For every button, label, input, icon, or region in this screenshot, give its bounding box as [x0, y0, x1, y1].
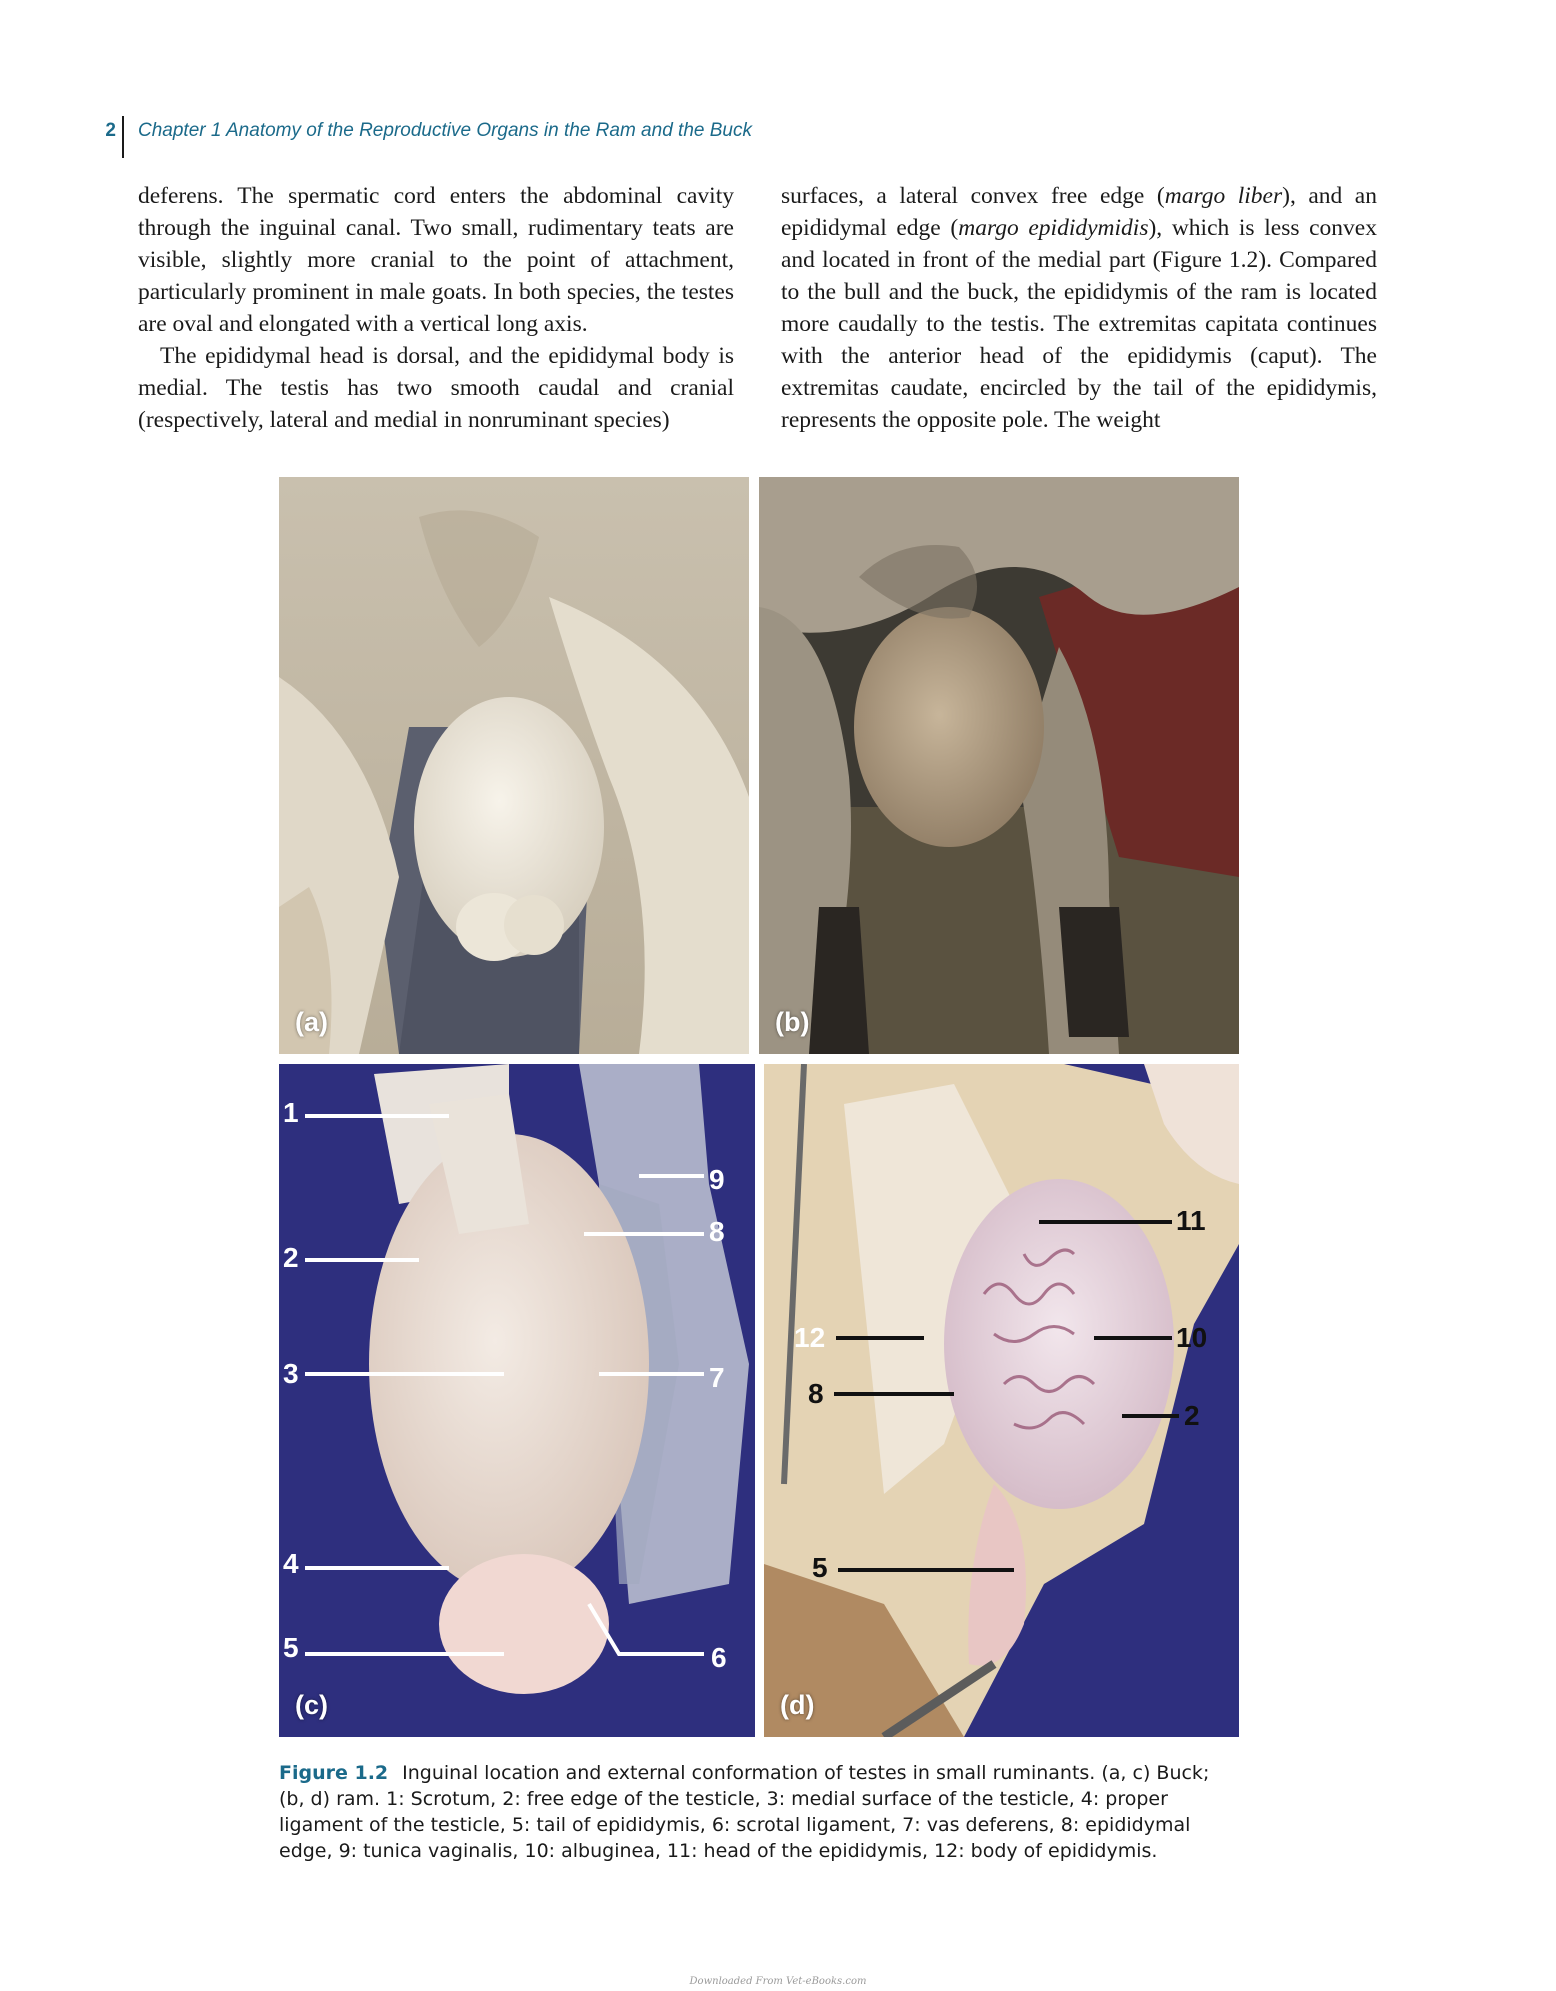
callout-4: 4 — [283, 1548, 299, 1579]
callout-7: 7 — [709, 1362, 725, 1393]
figure-panel-d — [764, 1064, 1239, 1737]
callout-2: 2 — [1184, 1400, 1200, 1431]
callout-8: 8 — [709, 1216, 725, 1247]
latin-term: margo epididymidis — [958, 215, 1149, 241]
ram-inguinal-photo — [759, 477, 1239, 1054]
callout-10: 10 — [1176, 1322, 1208, 1353]
callout-12: 12 — [794, 1322, 826, 1353]
callout-6: 6 — [711, 1642, 727, 1673]
chapter-title: Chapter 1 Anatomy of the Reproductive Organs in the Ram and the Buck — [138, 120, 752, 141]
figure-label: Figure 1.2 — [279, 1762, 389, 1784]
callout-8: 8 — [808, 1378, 824, 1409]
buck-inguinal-photo — [279, 477, 749, 1054]
paragraph — [781, 180, 1377, 436]
panel-label-b: (b) — [775, 1007, 810, 1037]
callout-3: 3 — [283, 1358, 299, 1389]
body-left-column — [138, 180, 734, 436]
panel-label-d: (d) — [780, 1690, 815, 1720]
panel-label-a: (a) — [295, 1007, 328, 1037]
figure-panel-b — [759, 477, 1239, 1054]
paragraph: deferens. The spermatic cord enters the abdominal cavity through the inguinal canal. Two small, rudimentary teats are visible, slightly more cranial to the point of attachment, particularly prominent in male goats. In both species, the testes are oval and elongated with a vertical long axis. — [138, 183, 734, 337]
figure-caption — [279, 1760, 1239, 1864]
text-segment: ), which is less convex and located in front of the medial part (Figure 1.2). Compared to the bull and the buck, the epididymis of the ram is located more caudally to the testis. The extremitas capitata continues with the anterior head of the epididymis (caput). The extremitas caudate, encircled by the tail of the epididymis, represents the opposite pole. The weight — [781, 215, 1377, 433]
text-segment: ), and an epididymal edge ( — [781, 183, 1377, 241]
figure-panel-c — [279, 1064, 755, 1737]
text-segment: surfaces, a lateral convex free edge ( — [781, 183, 1165, 209]
figure-panel-a — [279, 477, 749, 1054]
panel-label-c: (c) — [295, 1690, 328, 1720]
callout-2: 2 — [283, 1242, 299, 1273]
leader-lines-c — [279, 1064, 755, 1737]
leader-lines-d — [764, 1064, 1239, 1737]
latin-term: margo liber — [1164, 183, 1283, 209]
callout-9: 9 — [709, 1164, 725, 1195]
callout-1: 1 — [283, 1097, 299, 1128]
caption-text: Inguinal location and external conformation of testes in small ruminants. (a, c) Buck; (b, d) ram. 1: Scrotum, 2: free edge of the testicle, 3: medial surface of the testicle, 4: proper ligament of the testicle, 5: tail of epididymis, 6: scrotal ligament, 7: vas deferens, 8: epididymal edge, 9: tunica vaginalis, 10: albuginea, 11: head of the epididymis, 12: body of epididymis. — [279, 1762, 1210, 1862]
header-divider — [122, 116, 124, 158]
page-number: 2 — [105, 120, 116, 141]
body-right-column — [781, 180, 1377, 436]
paragraph: The epididymal head is dorsal, and the epididymal body is medial. The testis has two smooth caudal and cranial (respectively, lateral and medial in nonruminant species) — [138, 343, 734, 433]
download-watermark: Downloaded From Vet-eBooks.com — [689, 1976, 867, 1987]
callout-5: 5 — [283, 1632, 299, 1663]
callout-5: 5 — [812, 1552, 828, 1583]
callout-11: 11 — [1176, 1205, 1206, 1236]
